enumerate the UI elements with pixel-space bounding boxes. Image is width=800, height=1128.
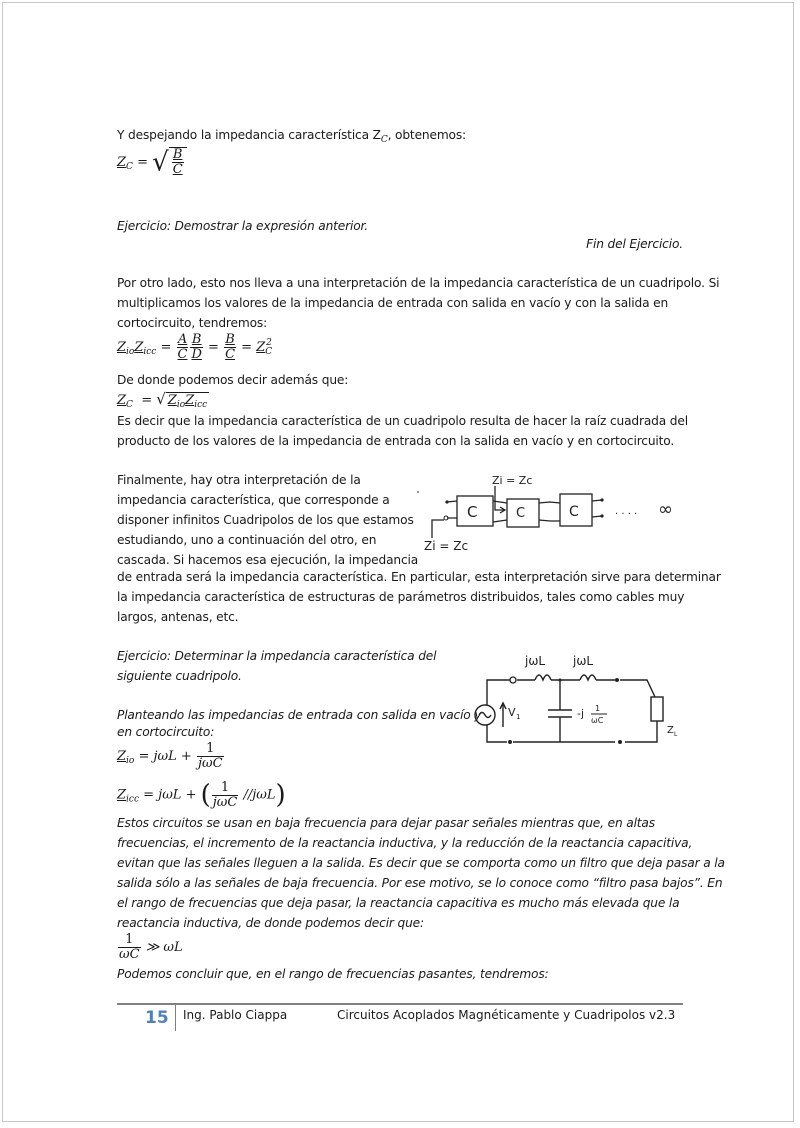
equation-zc-sqrt-product: $Z_C$ = √ $Z_{io}Z_{icc}$ (117, 390, 208, 410)
infinity-symbol: ∞ (658, 499, 673, 520)
block-label-2: C (516, 506, 526, 521)
para1-line3: cortocircuito, tendremos: (117, 316, 268, 330)
eq1-lhs: Z (117, 154, 127, 170)
eq1-lhs-sub: C (126, 161, 133, 172)
eq3-z1-sub: io (176, 400, 186, 410)
eq6-num: 1 (118, 933, 141, 948)
eq1-den: C (172, 162, 183, 177)
eq2-rhs-sub: C (265, 347, 273, 357)
para4-line2: impedancia característica, que corresponde a (117, 493, 390, 507)
sqrt-symbol: √ $\frac{B}{C}$ (152, 147, 187, 178)
para4-line7: la impedancia característica de estructuras de parámetros distribuidos, tales como cables muy (117, 590, 685, 604)
para6-line1: Estos circuitos se usan en baja frecuencia para dejar pasar señales mientras que, en altas (117, 816, 655, 830)
footer-document-title: Circuitos Acoplados Magnéticamente y Cuadripolos v2.3 (337, 1008, 676, 1022)
inductor-1-label: jωL (525, 654, 546, 668)
footer-author: Ing. Pablo Ciappa (183, 1008, 288, 1022)
capacitor-label: -j (577, 707, 585, 720)
para6-line4: salida sólo a las señales de baja frecuencia. Por ese motivo, se lo conoce como “filtro pasa bajos”. En (117, 876, 723, 890)
top-label: Zi = Zc (492, 474, 533, 487)
inductor-2-label: jωL (573, 654, 594, 668)
para6-line6: reactancia inductiva, de donde podemos decir que: (117, 916, 424, 930)
eq5-lhs: Z (117, 787, 127, 803)
eq5-lhs-sub: icc (126, 794, 140, 805)
eq4-den: jωC (197, 756, 223, 771)
intro-end: , obtenemos: (387, 128, 467, 142)
para4-line5: cascada. Si hacemos esa ejecución, la impedancia (117, 553, 419, 567)
eq3-lhs-sub: C (126, 400, 133, 410)
eq2-f3-num: B (225, 332, 235, 347)
capacitor-label-den: ωC (591, 716, 604, 725)
footer-divider (175, 1005, 176, 1031)
exercise-1-end: Fin del Ejercicio. (586, 237, 683, 251)
eq3-z2: Z (185, 393, 195, 408)
eq3-lhs: Z (117, 393, 127, 408)
eq2-f2-den: D (191, 347, 202, 362)
para4-line1: Finalmente, hay otra interpretación de la (117, 473, 361, 487)
eq3-z2-sub: icc (194, 400, 208, 410)
eq2-rhs-sup: 2 (266, 338, 272, 348)
block-label-1: C (467, 503, 478, 521)
eq2-z2-sub: icc (143, 347, 157, 357)
load-label-sub: L (674, 731, 678, 738)
eq1-num: B (172, 147, 183, 162)
eq5-den: jωC (212, 794, 238, 810)
source-voltage-label: V (508, 706, 516, 719)
para1-line1: Por otro lado, esto nos lleva a una interpretación de la impedancia característica de un cuadripolo. Si (117, 276, 720, 290)
equation-zio (117, 742, 225, 771)
eq2-f2-num: B (191, 332, 202, 347)
source-voltage-sub: 1 (516, 713, 521, 721)
eq1-equals: = (132, 154, 153, 170)
para4-line4: estudiando, uno a continuación del otro, en (117, 533, 377, 547)
eq2-rhs: Z (256, 340, 266, 355)
capacitor (548, 710, 572, 717)
equation-zc-sqrt (117, 147, 187, 178)
exercise-2-line2: siguiente cuadripolo. (117, 669, 242, 683)
intro-sub: C (380, 135, 388, 145)
exercise-1: Ejercicio: Demostrar la expresión anterior. (117, 219, 369, 233)
exercise-2-line1: Ejercicio: Determinar la impedancia característica del (117, 649, 437, 663)
eq2-z1: Z (117, 340, 127, 355)
para2: De donde podemos decir además que: (117, 373, 349, 387)
load-label: Z (667, 725, 674, 736)
para7: Podemos concluir que, en el rango de frecuencias pasantes, tendremos: (117, 967, 549, 981)
para5-line1: Planteando las impedancias de entrada con salida en vacío y (117, 708, 482, 722)
eq2-f1-num: A (177, 332, 188, 347)
eq3-z1: Z (167, 393, 177, 408)
eq5-num: 1 (212, 781, 239, 796)
eq2-f3-den: C (225, 347, 236, 362)
equation-zio-zicc: $Z_{io}Z_{icc}$ = $\frac{A}{C}$ $\frac{B}{D}$ = $\frac{B}{C}$ = $Z_C^2$ (117, 332, 273, 362)
cascade-quadripole-figure (410, 470, 690, 560)
para4-line3: disponer infinitos Cuadripolos de los que estamos (117, 513, 414, 527)
block-label-3: C (569, 504, 579, 520)
eq6-den: ωC (119, 947, 140, 962)
lowpass-circuit-figure (465, 645, 690, 750)
equation-reactance-inequality (117, 933, 183, 962)
eq5-tail: //jωL (239, 787, 276, 803)
para6-line3: evitan que las señales lleguen a la salida. Es decir que se comporta como un filtro que deja pasar a la (117, 856, 725, 870)
capacitor-label-num: 1 (595, 704, 601, 713)
eq2-f1-den: C (177, 347, 188, 362)
bottom-label: Zi = Zc (424, 539, 469, 553)
eq4-lhs-sub: io (126, 756, 135, 766)
footer-rule (117, 1003, 683, 1005)
equation-zicc: $Z_{icc} = j\omega L$ + ( $\frac{1}{\text{jωC}}$ //jωL) (117, 779, 286, 810)
para3-line1: Es decir que la impedancia característica de un cuadripolo resulta de hacer la raíz cuadrada del (117, 414, 688, 428)
eq4-num: 1 (197, 742, 224, 757)
eq2-z1-sub: io (126, 347, 135, 357)
para6-line2: frecuencias, el incremento de la reactancia inductiva, y la reducción de la reactancia capacitiva, (117, 836, 693, 850)
intro-text: Y despejando la impedancia característica Z (117, 128, 381, 142)
para5-line2: en cortocircuito: (117, 725, 215, 739)
continuation-dots: . . . . (615, 506, 638, 517)
inductor-2 (580, 675, 596, 680)
para6-line5: el rango de frecuencias que deja pasar, la reactancia capacitiva es mucho más elevada que la (117, 896, 680, 910)
load-impedance (651, 697, 663, 721)
eq4-rhs: = jωL + (134, 749, 196, 764)
para3-line2: producto de los valores de la impedancia de entrada con la salida en vacío y en cortocircuito. (117, 434, 675, 448)
para4-line6: de entrada será la impedancia característica. En particular, esta interpretación sirve para determinar (117, 570, 721, 584)
eq6-rhs: ≫ ωL (141, 940, 183, 955)
eq4-lhs: Z (117, 749, 127, 764)
eq5-rhs: = jωL + (139, 787, 201, 803)
para1-line2: multiplicamos los valores de la impedancia de entrada con salida en vacío y con la salida en (117, 296, 669, 310)
page-number: 15 (145, 1008, 169, 1028)
para4-line8: largos, antenas, etc. (117, 610, 239, 624)
inductor-1 (535, 675, 551, 680)
eq2-z2: Z (134, 340, 144, 355)
